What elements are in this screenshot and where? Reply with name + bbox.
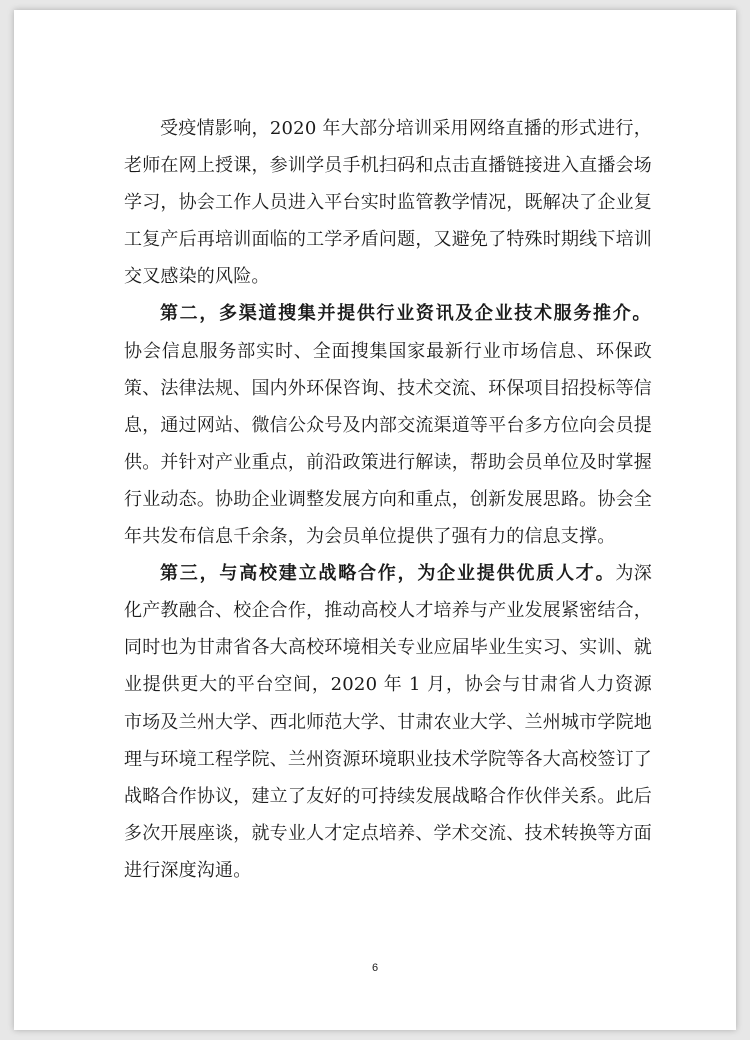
- paragraph-epidemic-training: [124, 110, 652, 295]
- page-number: 6: [371, 962, 379, 974]
- paragraph-text: 为深化产教融合、校企合作，推动高校人才培养与产业发展紧密结合，同时也为甘肃省各大高校环境相关专业应届毕业生实习、实训、就业提供更大的平台空间，2020 年 1 月，协会与甘肃省人力资源市场及兰州大学、西北师范大学、甘肃农业大学、兰州城市学院地理与环境工程学院、兰州资源环境职业技术学院等各大高校签订了战略合作协议，建立了友好的可持续发展战略合作伙伴关系。此后多次开展座谈，就专业人才定点培养、学术交流、技术转换等方面进行深度沟通。: [124, 563, 652, 881]
- document-body: [124, 110, 652, 889]
- paragraph-text: 协会信息服务部实时、全面搜集国家最新行业市场信息、环保政策、法律法规、国内外环保咨询、技术交流、环保项目招投标等信息，通过网站、微信公众号及内部交流渠道等平台多方位向会员提供。并针对产业重点，前沿政策进行解读，帮助会员单位及时掌握行业动态。协助企业调整发展方向和重点，创新发展思路。协会全年共发布信息千余条，为会员单位提供了强有力的信息支撑。: [124, 340, 652, 548]
- paragraph-industry-info: [124, 295, 652, 555]
- paragraph-heading: 第二，多渠道搜集并提供行业资讯及企业技术服务推介。: [160, 303, 652, 325]
- paragraph-university-cooperation: [124, 555, 652, 889]
- paragraph-heading: 第三，与高校建立战略合作，为企业提供优质人才。: [160, 563, 616, 585]
- paragraph-text: 受疫情影响，2020 年大部分培训采用网络直播的形式进行，老师在网上授课，参训学员手机扫码和点击直播链接进入直播会场学习，协会工作人员进入平台实时监管教学情况，既解决了企业复工复产后再培训面临的工学矛盾问题，又避免了特殊时期线下培训交叉感染的风险。: [124, 118, 652, 288]
- document-page: [14, 10, 736, 1030]
